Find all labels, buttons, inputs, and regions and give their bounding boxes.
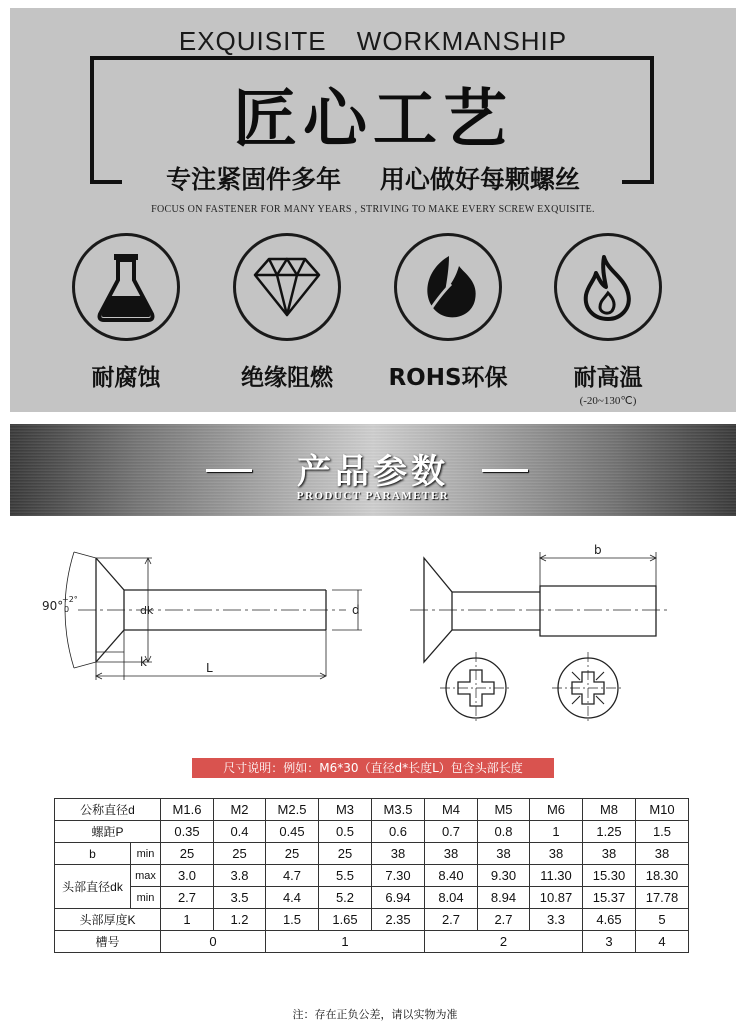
feature-insulation-flame-retardant	[217, 233, 357, 392]
row-sublabel: min	[131, 843, 161, 865]
table-cell: 0.4	[214, 821, 266, 843]
table-cell: 8.94	[478, 887, 530, 909]
table-cell: 0.6	[372, 821, 425, 843]
table-cell: 0.7	[425, 821, 478, 843]
table-cell: 4	[636, 931, 689, 953]
table-cell: 0	[161, 931, 266, 953]
row-label: 头部直径dk	[55, 865, 131, 909]
table-cell: 1	[530, 821, 583, 843]
table-cell: M10	[636, 799, 689, 821]
table-cell: 0.5	[319, 821, 372, 843]
table-cell: 25	[319, 843, 372, 865]
table-cell: 5	[636, 909, 689, 931]
english-heading: EXQUISITE WORKMANSHIP	[178, 26, 568, 56]
table-cell: 2.35	[372, 909, 425, 931]
leaf-icon	[394, 233, 502, 341]
banner-dash-right	[482, 469, 528, 472]
table-cell: 38	[425, 843, 478, 865]
table-cell: 5.5	[319, 865, 372, 887]
table-cell: 3	[583, 931, 636, 953]
row-sublabel: min	[131, 887, 161, 909]
table-row-head-thickness	[55, 909, 689, 931]
feature-label: 绝缘阻燃	[241, 365, 333, 391]
row-label: 头部厚度K	[55, 909, 161, 931]
table-cell: 1.5	[636, 821, 689, 843]
table-cell: 3.5	[214, 887, 266, 909]
specification-table	[54, 798, 689, 953]
table-cell: 8.40	[425, 865, 478, 887]
table-cell: 1.65	[319, 909, 372, 931]
flame-icon	[554, 233, 662, 341]
row-label: 螺距P	[55, 821, 161, 843]
table-cell: 11.30	[530, 865, 583, 887]
feature-label: 耐高温	[573, 365, 643, 391]
table-cell: 38	[372, 843, 425, 865]
chinese-slogan: 专注紧固件多年 用心做好每颗螺丝	[166, 165, 580, 194]
table-cell: 2	[425, 931, 583, 953]
dk-label: dk	[140, 604, 154, 617]
table-cell: 3.0	[161, 865, 214, 887]
table-cell: 1.25	[583, 821, 636, 843]
table-cell: 4.4	[266, 887, 319, 909]
table-cell: M3	[319, 799, 372, 821]
row-sublabel: max	[131, 865, 161, 887]
L-label: L	[206, 661, 213, 675]
table-cell: 3.8	[214, 865, 266, 887]
table-cell: 2.7	[161, 887, 214, 909]
table-row-b-min	[55, 843, 689, 865]
angle-tolerance-top: +2°	[62, 595, 78, 604]
banner-title: 产品参数	[297, 452, 449, 492]
tolerance-footnote: 注：存在正负公差，请以实物为准	[292, 1008, 458, 1021]
table-cell: 25	[161, 843, 214, 865]
table-cell: 3.3	[530, 909, 583, 931]
table-cell: M4	[425, 799, 478, 821]
table-cell: 4.65	[583, 909, 636, 931]
table-cell: 15.30	[583, 865, 636, 887]
table-cell: 17.78	[636, 887, 689, 909]
table-cell: M5	[478, 799, 530, 821]
table-cell: 2.7	[425, 909, 478, 931]
table-cell: M2.5	[266, 799, 319, 821]
table-cell: 9.30	[478, 865, 530, 887]
product-parameter-banner	[10, 424, 736, 516]
table-cell: 25	[266, 843, 319, 865]
table-row-slot-number	[55, 931, 689, 953]
d-label: d	[352, 603, 360, 617]
table-cell: 38	[478, 843, 530, 865]
flask-icon	[72, 233, 180, 341]
table-cell: M6	[530, 799, 583, 821]
table-cell: 1	[161, 909, 214, 931]
table-cell: 1.5	[266, 909, 319, 931]
english-slogan: FOCUS ON FASTENER FOR MANY YEARS , STRIVING TO MAKE EVERY SCREW EXQUISITE.	[151, 204, 595, 215]
table-row-dk-min	[55, 887, 689, 909]
k-label: k	[140, 655, 147, 669]
size-explanation-bar: 尺寸说明：例如：M6*30（直径d*长度L）包含头部长度	[192, 758, 554, 778]
angle-tolerance-bottom: 0	[64, 605, 70, 614]
table-cell: M1.6	[161, 799, 214, 821]
table-cell: 1.2	[214, 909, 266, 931]
table-cell: 0.45	[266, 821, 319, 843]
table-cell: 6.94	[372, 887, 425, 909]
table-cell: 5.2	[319, 887, 372, 909]
feature-label: ROHS环保	[388, 365, 508, 391]
screw-dimension-drawing	[0, 530, 750, 750]
table-cell: 8.04	[425, 887, 478, 909]
row-label: 公称直径d	[55, 799, 161, 821]
table-cell: 38	[636, 843, 689, 865]
table-cell: 0.35	[161, 821, 214, 843]
table-cell: M8	[583, 799, 636, 821]
table-cell: M2	[214, 799, 266, 821]
table-cell: 0.8	[478, 821, 530, 843]
table-cell: 1	[266, 931, 425, 953]
table-cell: 2.7	[478, 909, 530, 931]
table-row-dk-max	[55, 865, 689, 887]
table-cell: 15.37	[583, 887, 636, 909]
table-row-pitch	[55, 821, 689, 843]
feature-corrosion-resistant	[56, 233, 196, 392]
thread-section	[540, 586, 656, 636]
workmanship-section	[10, 8, 736, 412]
row-label: b	[55, 843, 131, 865]
temperature-range: (-20~130℃)	[579, 395, 637, 407]
table-cell: 25	[214, 843, 266, 865]
feature-label: 耐腐蚀	[91, 365, 161, 391]
feature-rohs	[378, 233, 518, 392]
angle-label: 90°	[42, 599, 64, 613]
table-cell: 18.30	[636, 865, 689, 887]
feature-heat-resistant	[538, 233, 678, 407]
table-row-nominal-diameter	[55, 799, 689, 821]
table-cell: 4.7	[266, 865, 319, 887]
table-cell: 10.87	[530, 887, 583, 909]
banner-subtitle: PRODUCT PARAMETER	[296, 490, 450, 502]
diamond-icon	[233, 233, 341, 341]
row-label: 槽号	[55, 931, 161, 953]
table-cell: M3.5	[372, 799, 425, 821]
table-cell: 7.30	[372, 865, 425, 887]
chinese-heading: 匠心工艺	[233, 82, 513, 157]
table-cell: 38	[530, 843, 583, 865]
b-label: b	[594, 543, 602, 557]
table-cell: 38	[583, 843, 636, 865]
